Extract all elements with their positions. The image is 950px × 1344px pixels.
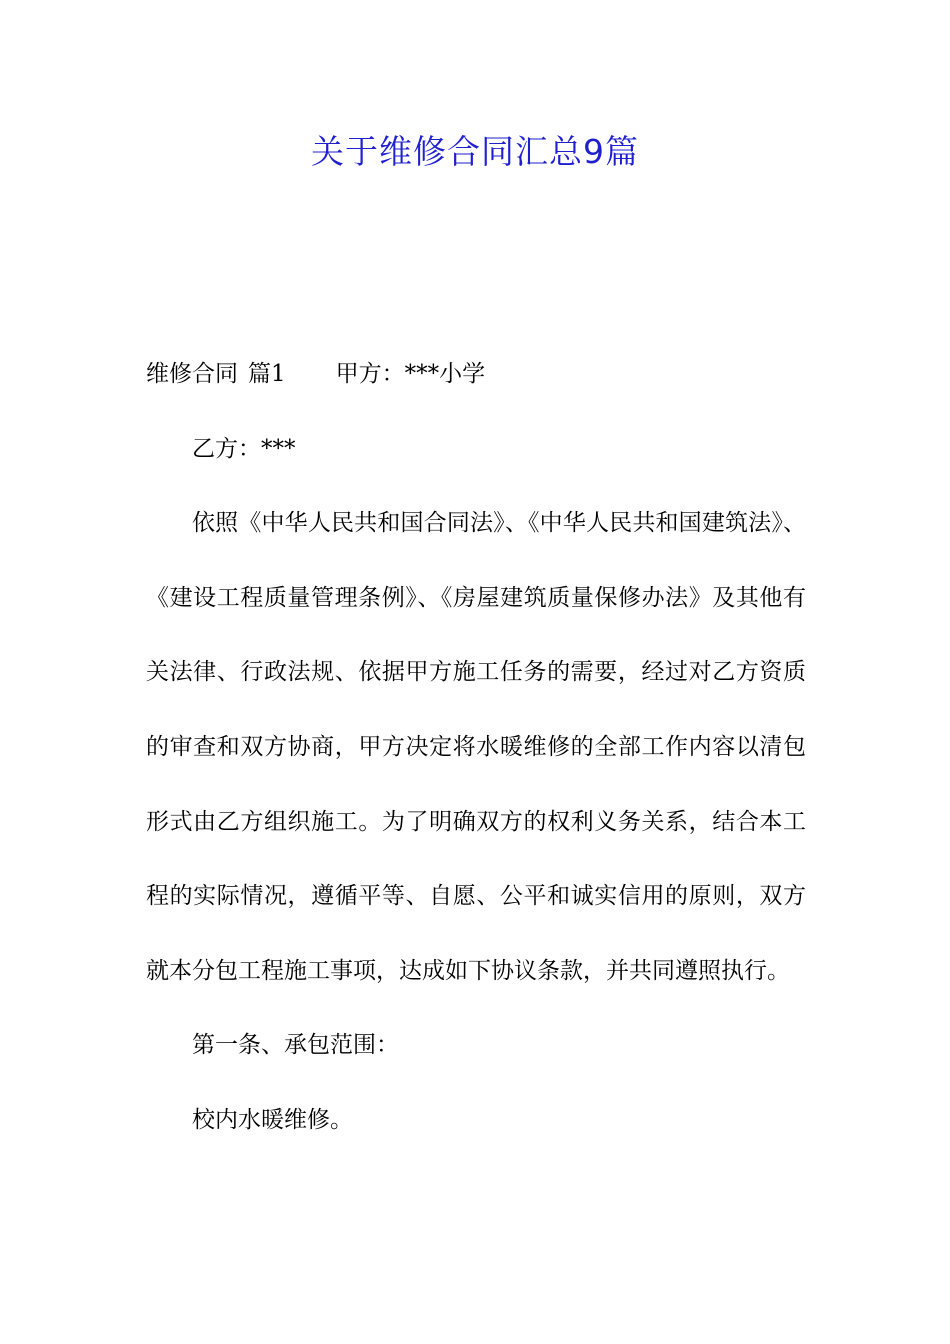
article-1-heading: 第一条、承包范围： (192, 1032, 399, 1059)
document-body (146, 337, 806, 1158)
intro-paragraph: 依照《中华人民共和国合同法》、《中华人民共和国建筑法》、《建设工程质量管理条例》、《房屋建筑质量保修办法》及其他有关法律、行政法规、依据甲方施工任务的需要，经过对乙方资质的审查和双方协商，甲方决定将水暖维修的全部工作内容以清包形式由乙方组织施工。为了明确双方的权利义务关系，结合本工程的实际情况，遵循平等、自愿、公平和诚实信用的原则，双方就本分包工程施工事项，达成如下协议条款，并共同遵照执行。 (146, 510, 806, 984)
document-title: 关于维修合同汇总9篇 (311, 132, 639, 171)
section-label: 维修合同 (146, 361, 238, 387)
article-1-body: 校内水暖维修。 (192, 1106, 353, 1133)
section-number: 篇1 (248, 361, 286, 387)
party-a: 甲方：***小学 (335, 361, 486, 387)
section-heading-line (146, 337, 806, 412)
party-b: 乙方：*** (192, 435, 296, 462)
